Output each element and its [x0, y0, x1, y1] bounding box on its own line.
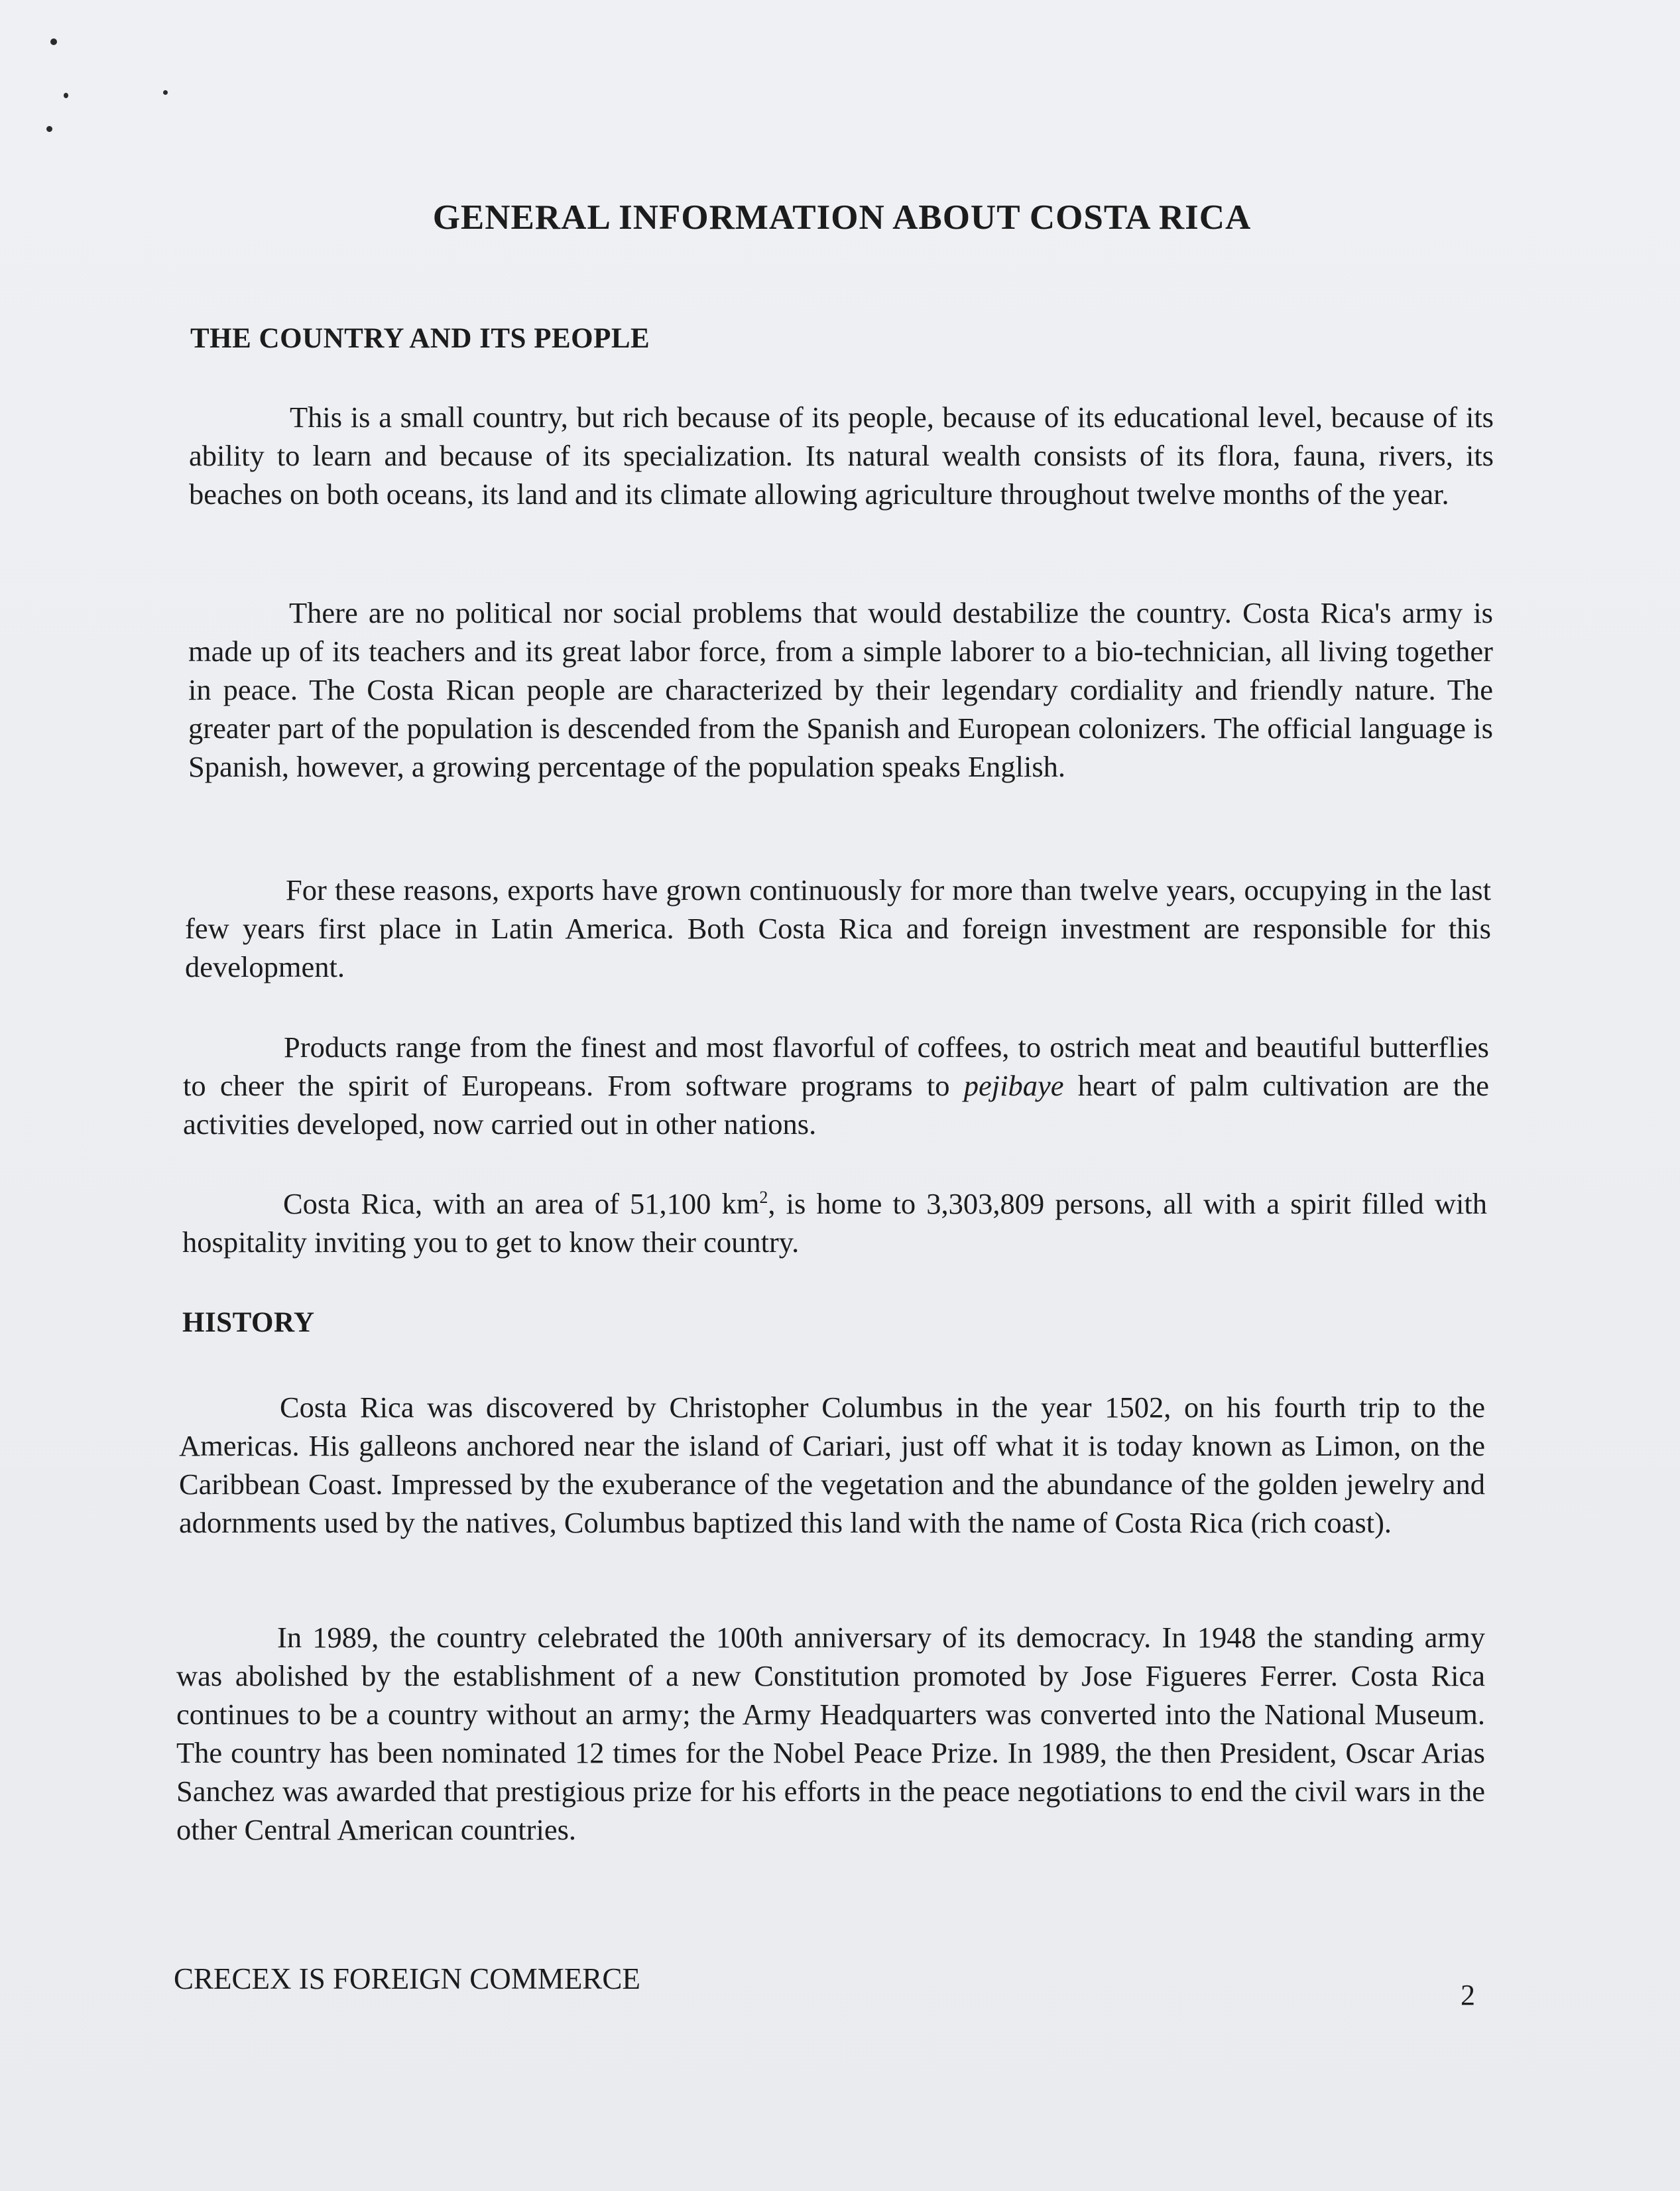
- paragraph-products: [183, 1028, 1489, 1143]
- paragraph-exports: For these reasons, exports have grown continuously for more than twelve years, occupying in the last few years first place in Latin America. Both Costa Rica and foreign investment are responsible for this development.: [185, 873, 1491, 983]
- document-title: GENERAL INFORMATION ABOUT COSTA RICA: [432, 198, 1252, 237]
- page-number: 2: [1461, 1979, 1475, 2011]
- paragraph-democracy: In 1989, the country celebrated the 100th anniversary of its democracy. In 1948 the standing army was abolished by the establishment of a new Constitution promoted by Jose Figueres Ferrer. Costa Rica continues to be a country without an army; the Army Headquarters was converted into the National Museum. The country has been nominated 12 times for the Nobel Peace Prize. In 1989, the then President, Oscar Arias Sanchez was awarded that prestigious prize for his efforts in the peace negotiations to end the civil wars in the other Central American countries.: [176, 1621, 1485, 1846]
- footer-crecex-text: CRECEX IS FOREIGN COMMERCE: [174, 1962, 640, 1995]
- paragraph-small-country: This is a small country, but rich because of its people, because of its educational level, because of its ability to learn and because of its specialization. Its natural wealth consists of its flora, fauna, rivers, its beaches on both oceans, its land and its climate allowing agriculture throughout twelve months of the year.: [189, 401, 1494, 511]
- section-heading-history: HISTORY: [182, 1307, 315, 1338]
- paragraph-columbus: Costa Rica was discovered by Christopher Columbus in the year 1502, on his fourth trip to the Americas. His galleons anchored near the island of Cariari, just off what it is today known as Limon, on the Caribbean Coast. Impressed by the exuberance of the vegetation and the abundance of the golden jewelry and adornments used by the natives, Columbus baptized this land with the name of Costa Rica (rich coast).: [179, 1391, 1485, 1539]
- products-text-start: Products range from the finest and most flavorful of coffees, to ostrich meat and beautiful butterflies to cheer the spirit of Europeans. From software programs to: [183, 1031, 1489, 1102]
- scan-speck: [64, 93, 68, 98]
- products-text-end: heart of palm cultivation are the activities developed, now carried out in other nations.: [183, 1069, 1489, 1141]
- area-text-end: , is home to 3,303,809 persons, all with a spirit filled with hospitality inviting you to get to know their country.: [182, 1187, 1487, 1259]
- paragraph-no-problems: There are no political nor social problems that would destabilize the country. Costa Rica's army is made up of its teachers and its great labor force, from a simple laborer to a bio-technician, all living together in peace. The Costa Rican people are characterized by their legendary cordiality and friendly nature. The greater part of the population is descended from the Spanish and European colonizers. The official language is Spanish, however, a growing percentage of the population speaks English.: [188, 596, 1493, 783]
- square-superscript: 2: [759, 1188, 768, 1208]
- scan-speck: [50, 38, 57, 45]
- area-text-start: Costa Rica, with an area of 51,100 km: [283, 1187, 760, 1220]
- scan-speck: [46, 126, 52, 132]
- section-heading-country-people: THE COUNTRY AND ITS PEOPLE: [190, 323, 650, 354]
- pejibaye-term: pejibaye: [963, 1069, 1064, 1102]
- scan-speck: [163, 90, 168, 95]
- paragraph-area-population: [182, 1184, 1487, 1261]
